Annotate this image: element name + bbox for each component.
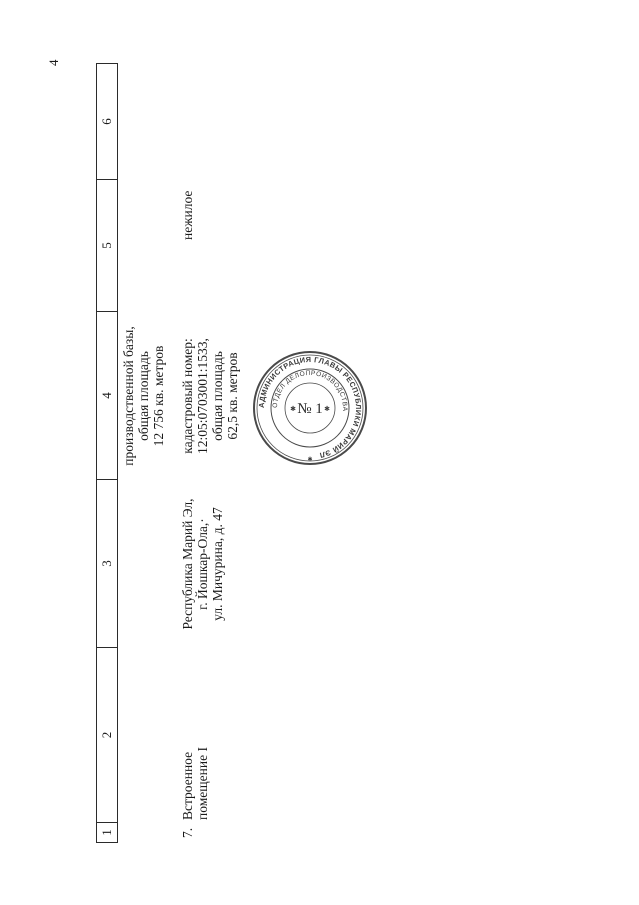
row-name xyxy=(180,747,210,820)
header-col-1: 1 xyxy=(97,823,117,843)
row-purpose: нежилое xyxy=(180,190,195,240)
continuation-line: общая площадь xyxy=(136,351,151,441)
seal-outer-text: АДМИНИСТРАЦИЯ ГЛАВЫ РЕСПУБЛИКИ МАРИЙ ЭЛ xyxy=(256,354,364,460)
header-col-5: 5 xyxy=(97,180,117,312)
row-characteristics xyxy=(180,312,240,480)
row-number: 7. xyxy=(180,827,195,838)
address-line: ул. Мичурина, д. 47 xyxy=(210,507,225,621)
continuation-text xyxy=(121,312,166,480)
seal-star-icon: ✱ xyxy=(290,405,296,413)
table-header-row xyxy=(96,63,118,843)
seal-star-icon: ✱ xyxy=(307,457,313,463)
seal-star-icon: ✱ xyxy=(324,405,330,413)
rotated-table xyxy=(96,63,639,843)
characteristics-line: общая площадь xyxy=(210,351,225,441)
row-address xyxy=(180,480,225,648)
row-name-line: Встроенное xyxy=(180,751,195,820)
header-col-3: 3 xyxy=(97,480,117,648)
seal-inner-text: ОТДЕЛ ДЕЛОПРОИЗВОДСТВА xyxy=(271,369,349,412)
characteristics-line: 62,5 кв. метров xyxy=(225,352,240,440)
characteristics-line: 12:05:0703001:1533, xyxy=(195,338,210,454)
characteristics-line: кадастровый номер: xyxy=(180,338,195,454)
continuation-line: 12 756 кв. метров xyxy=(151,345,166,447)
address-line: г. Йошкар-Ола,· xyxy=(195,518,210,610)
header-col-2: 2 xyxy=(97,648,117,823)
row-name-line: помещение I xyxy=(195,747,210,820)
header-col-6: 6 xyxy=(97,63,117,180)
seal-center-text: № 1 xyxy=(297,401,323,417)
continuation-line: производственной базы, xyxy=(121,326,136,466)
page-number: 4 xyxy=(46,59,61,66)
header-col-4: 4 xyxy=(97,312,117,480)
official-seal xyxy=(251,349,369,467)
address-line: Республика Марий Эл, xyxy=(180,498,195,630)
